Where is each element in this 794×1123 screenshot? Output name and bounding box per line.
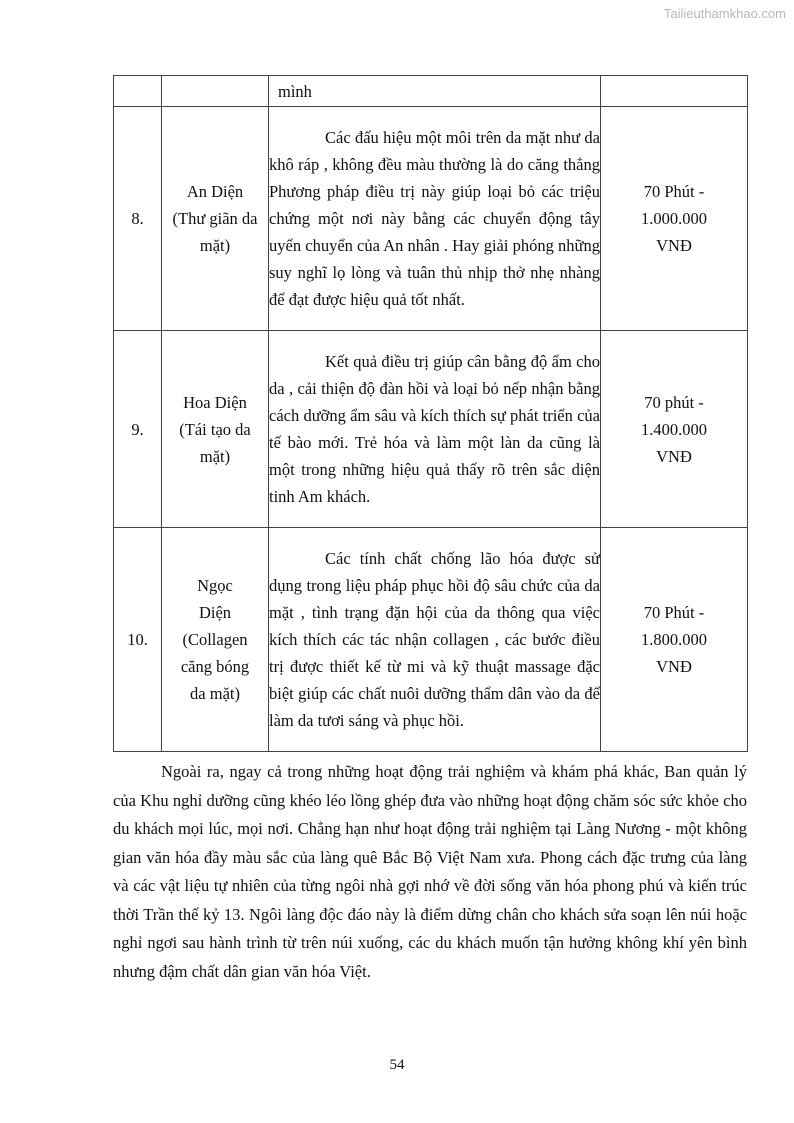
price-line: 70 Phút - [643,603,705,622]
description-text: Các tính chất chống lão hóa được sử dụng trong liệu pháp phục hồi độ sâu chức của da mặt , tình trạng đặn hội của da thông qua việc kích thích các tác nhận collagen , các bước điều trị được thiết kế từ mi và kỹ thuật massage đặc biệt giúp các chất nuôi dưỡng thẩm dân vào da để làm da tươi sáng và phục hồi. [269,549,600,730]
service-name-line: (Tái tạo da [179,419,251,439]
service-name-line: mặt) [199,446,231,466]
service-name-line: căng bóng [180,657,250,676]
service-price [601,331,748,528]
price-line: 70 phút - [644,392,704,412]
row-number: 8. [114,107,162,331]
cell-price [601,76,748,107]
services-table [113,75,748,752]
service-name-line: Hoa Diện [183,392,247,412]
service-description [269,107,601,331]
price-line: VNĐ [656,446,692,466]
body-paragraph: Ngoài ra, ngay cả trong những hoạt động trải nghiệm và khám phá khác, Ban quản lý của Khu nghỉ dưỡng cũng khéo léo lồng ghép đưa vào những hoạt động chăm sóc sức khỏe cho du khách mọi lúc, mọi nơi. Chẳng hạn như hoạt động trải nghiệm tại Làng Nương - một không gian văn hóa đầy màu sắc của làng quê Bắc Bộ Việt Nam xưa. Phong cách đặc trưng của làng và các vật liệu tự nhiên của từng ngôi nhà gợi nhớ về đời sống văn hóa phong phú và kiến trúc thời Trần thế kỷ 13. Ngôi làng độc đáo này là điểm dừng chân cho khách sửa soạn lên núi hoặc nghỉ ngơi sau hành trình từ trên núi xuống, các du khách muốn tận hưởng không khí yên bình nhưng đậm chất dân gian văn hóa Việt. [113,762,747,981]
table-row-continuation [114,76,748,107]
service-name-line: da mặt) [190,684,240,703]
price-line: 1.800.000 [641,630,707,649]
row-number: 10. [114,528,162,752]
description-text: Kết quả điều trị giúp cân bằng độ ẩm cho da , cải thiện độ đàn hồi và loại bỏ nếp nhận bằng cách dưỡng ẩm sâu và kích thích sự phát triển của tế bào mới. Trẻ hóa và làm một làn da cũng là một trong những hiệu quả thấy rõ trên sắc diện tinh Am khách. [269,352,600,506]
price-line: 1.400.000 [641,419,707,439]
price-line: VNĐ [656,236,692,255]
service-name [162,528,269,752]
service-description [269,528,601,752]
service-name-line: mặt) [199,236,231,255]
cell-description: mình [269,76,601,107]
service-price [601,528,748,752]
table-row [114,107,748,331]
cell-number [114,76,162,107]
price-line: VNĐ [656,657,692,676]
price-line: 70 Phút - [643,182,705,201]
cell-name [162,76,269,107]
table-row [114,331,748,528]
price-line: 1.000.000 [641,209,707,228]
description-text: Các đấu hiệu một môi trên da mặt như da khô ráp , không đều màu thường là do căng thẳng Phương pháp điều trị này giúp loại bỏ các triệu chứng một nơi này bằng các chuyển động tây uyển chuyển của An nhân . Hay giải phóng những suy nghĩ lọ lòng và tuân thủ nhịp thở nhẹ nhàng để đạt được hiệu quả tốt nhất. [269,128,600,309]
service-name-line: An Diện [186,182,244,201]
service-description [269,331,601,528]
table-row [114,528,748,752]
service-name-line: Ngọc [197,576,233,595]
service-price [601,107,748,331]
service-name-line: Diện [198,603,232,622]
service-name-line: (Collagen [182,630,248,649]
service-name-line: (Thư giãn da [172,209,258,228]
row-number: 9. [114,331,162,528]
service-name [162,331,269,528]
service-name [162,107,269,331]
page-number: 54 [389,1057,405,1073]
watermark: Tailieuthamkhao.com [663,6,786,21]
